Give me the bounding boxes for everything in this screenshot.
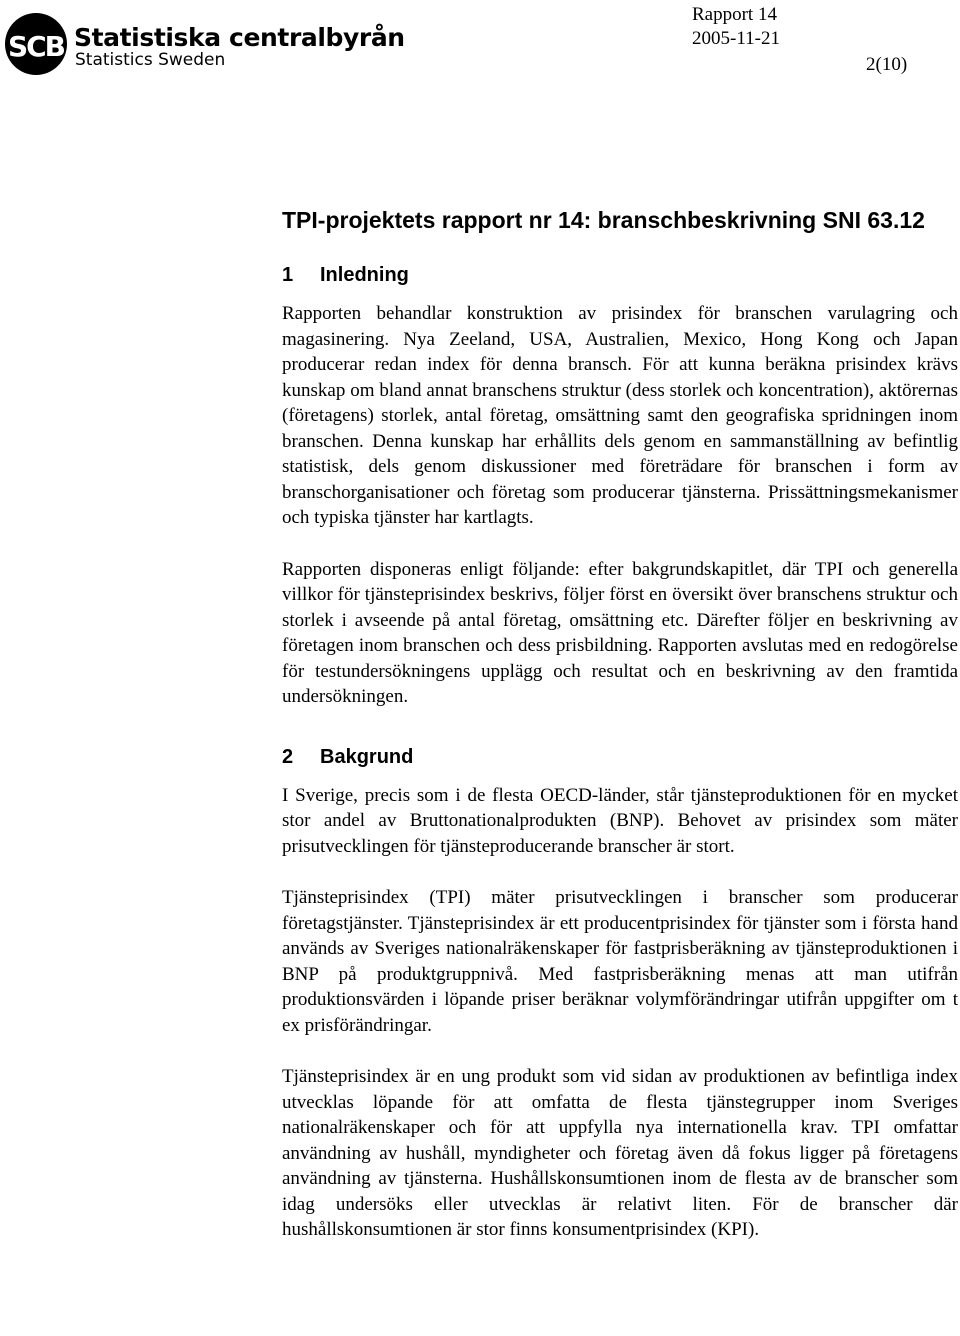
- report-label: Rapport 14: [692, 4, 777, 25]
- section-inledning: [282, 262, 958, 710]
- logo-letters: SCB: [7, 30, 65, 63]
- report-date: 2005-11-21: [692, 28, 780, 49]
- document-body: [282, 205, 958, 1269]
- paragraph: Rapporten disponeras enligt följande: efter bakgrundskapitlet, där TPI och generella villkor för tjänsteprisindex beskrivs, följer först en översikt över branschens struktur och storlek i avseende på antal företag, omsättning etc. Därefter följer en beskrivning av företagen inom branschen och dess prisbildning. Rapporten avslutas med en redogörelse för testundersökningens upplägg och resultat och en beskrivning av den framtida undersökningen.: [282, 558, 958, 707]
- section-number: 2: [282, 745, 294, 768]
- section-title: Bakgrund: [320, 745, 414, 768]
- section-heading: [282, 744, 958, 770]
- page-header: [0, 0, 960, 110]
- section-title: Inledning: [320, 264, 409, 286]
- org-name: Statistiska centralbyrån: [74, 23, 405, 52]
- page-number: 2(10): [866, 54, 908, 75]
- paragraph: Tjänsteprisindex är en ung produkt som vid sidan av produktionen av befintliga index utvecklas löpande för att omfatta de flesta tjänstegrupper inom Sveriges nationalräkenskaper och för att uppfylla nya internationella krav. TPI omfattar användning av hushåll, myndigheter och företag även då fokus ligger på företagens användning av tjänsterna. Hushållskonsumtionen inom de flesta av de branscher som idag undersöks eller utvecklas är relativt liten. För de branscher där hushållskonsumtionen är stor finns konsumentprisindex (KPI).: [282, 1066, 958, 1240]
- section-number: 1: [282, 264, 294, 286]
- section-bakgrund: [282, 744, 958, 1243]
- paragraph: I Sverige, precis som i de flesta OECD-länder, står tjänsteproduktionen för en mycket stor andel av Bruttonationalprodukten (BNP). Behovet av prisindex som mäter prisutvecklingen för tjänsteproducerande branscher är stort.: [282, 784, 958, 857]
- scb-logo-icon: [4, 12, 68, 76]
- paragraph: Tjänsteprisindex (TPI) mäter prisutvecklingen i branscher som producerar företagstjänster. Tjänsteprisindex är ett producentprisindex för tjänster som i första hand används av Sveriges nationalräkenskaper för fastprisberäkning av tjänsteproduktionen i BNP på produktgruppnivå. Med fastprisberäkning menas att man utifrån produktionsvärden i löpande priser beräknar volymförändringar utifrån uppgifter om t ex prisförändringar.: [282, 887, 958, 1036]
- document-title: TPI-projektets rapport nr 14: branschbeskrivning SNI 63.12: [282, 207, 925, 233]
- paragraph: Rapporten behandlar konstruktion av prisindex för branschen varulagring och magasinering. Nya Zeeland, USA, Australien, Mexico, Hong Kong och Japan producerar redan index för denna bransch. För att kunna beräkna prisindex krävs kunskap om bland annat branschens struktur (dess storlek och koncentration), aktörernas (företagens) storlek, antal företag, omsättning samt den geografiska spridningen inom branschen. Denna kunskap har erhållits dels genom en sammanställning av befintlig statistisk, dels genom diskussioner med företrädare för branschen i form av branschorganisationer och företag som producerar tjänsterna. Prissättningsmekanismer och typiska tjänster har kartlagts.: [282, 303, 958, 528]
- org-subtitle: Statistics Sweden: [75, 50, 226, 70]
- section-heading: [282, 262, 958, 288]
